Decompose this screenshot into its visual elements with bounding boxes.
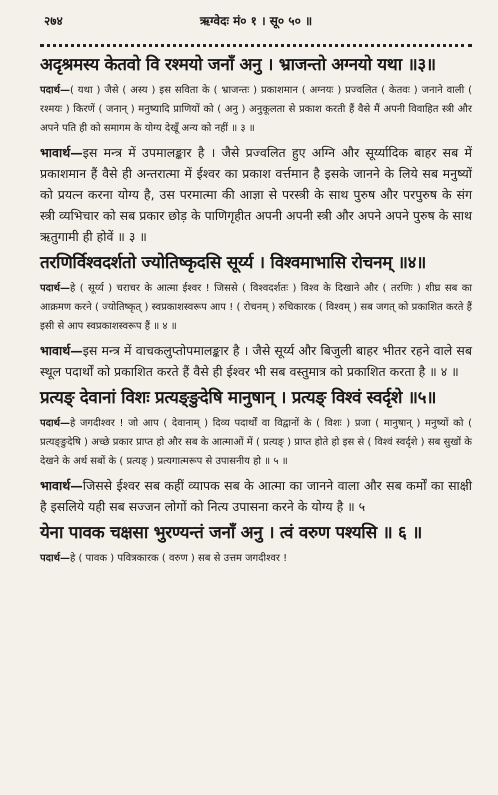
page-number: २७४ xyxy=(44,14,63,28)
padartha-text: ( यथा ) जैसे ( अस्य ) इस सविता के ( भ्राजन्तः ) प्रकाशमान ( अग्नयः ) प्रज्वलित ( केतवः ) जनाने वाली ( रश्मयः ) किरणें ( जनान् ) मनुष्यादि प्राणियों को ( अनु ) अनुकूलता से प्रकाश करती हैं वैसे मैं अपनी विवाहित स्त्री और अपने पति ही को समागम के योग्य देखूँ अन्य को नहीं ॥ ३ ॥ xyxy=(40,85,472,134)
bhavartha-text: इस मन्त्र में वाचकलुप्तोपमालङ्कार है । जैसे सूर्य्य और बिजुली बाहर भीतर रहने वाले सब स्थूल पदार्थों को प्रकाशित करते हैं वैसे ही ईश्वर भी सब वस्तुमात्र को प्रकाशित करता है ॥ ४ ॥ xyxy=(40,343,472,379)
padartha-3 xyxy=(40,81,472,138)
padartha-text: हे जगदीश्वर ! जो आप ( देवानाम् ) दिव्य पदार्थों वा विद्वानों के ( विशः ) प्रजा ( मानुषान् ) मनुष्यों को ( प्रत्यङ्ङुदेषि ) अच्छे प्रकार प्राप्त हो और सब के आत्माओं में ( प्रत्यङ् ) प्राप्त होते हो इस से ( विश्वं स्वर्दृशे ) सब सुखों के देखने के अर्थ सबों के ( प्रत्यङ् ) प्रत्यगात्मरूप से उपासनीय हो ॥ ५ ॥ xyxy=(40,418,472,467)
padartha-5 xyxy=(40,414,472,471)
mantra-5: प्रत्यङ् देवानां विशः प्रत्यङ्ङुदेषि मानुषान् । प्रत्यङ् विश्वं स्वर्दृशे ॥५॥ xyxy=(40,388,437,408)
bhavartha-label: भावार्थ— xyxy=(40,145,83,160)
mantra-4: तरणिर्विश्वदर्शतो ज्योतिष्कृदसि सूर्य्य । विश्वमाभासि रोचनम् ॥४॥ xyxy=(40,253,427,273)
padartha-4 xyxy=(40,279,472,336)
padartha-text: हे ( सूर्य्य ) चराचर के आत्मा ईश्वर ! जिससे ( विश्वदर्शतः ) विश्व के दिखाने और ( तरणिः ) शीघ्र सब का आक्रमण करने ( ज्योतिष्कृत् ) स्वप्रकाशस्वरूप आप ! ( रोचनम् ) रुचिकारक ( विश्वम् ) सब जगत् को प्रकाशित करते हैं इसी से आप स्वप्रकाशस्वरूप हैं ॥ ४ ॥ xyxy=(40,283,472,332)
bhavartha-text: जिससे ईश्वर सब कहीं व्यापक सब के आत्मा का जानने वाला और सब कर्मों का साक्षी है इसलिये यही सब सज्जन लोगों को नित्य उपासना करने के योग्य है ॥ ५ xyxy=(40,478,472,514)
bhavartha-label: भावार्थ— xyxy=(40,343,83,358)
padartha-text: हे ( पावक ) पवित्रकारक ( वरुण ) सब से उत्तम जगदीश्वर ! xyxy=(69,553,288,564)
header-divider xyxy=(40,44,472,47)
bhavartha-4 xyxy=(40,340,472,382)
bhavartha-5 xyxy=(40,475,472,517)
mantra-3: अदृश्रमस्य केतवो वि रश्मयो जनाँ अनु । भ्राजन्तो अग्नयो यथा ॥३॥ xyxy=(40,55,436,75)
running-title: ऋग्वेदः मं० १ । सू० ५० ॥ xyxy=(199,14,313,28)
page-header xyxy=(40,6,472,28)
padartha-label: पदार्थ— xyxy=(40,418,70,429)
bhavartha-label: भावार्थ— xyxy=(40,478,83,493)
bhavartha-3 xyxy=(40,142,472,247)
padartha-6 xyxy=(40,549,472,568)
padartha-label: पदार्थ— xyxy=(40,85,70,96)
mantra-6: येना पावक चक्षसा भुरण्यन्तं जनाँ अनु । त्वं वरुण पश्यसि ॥ ६ ॥ xyxy=(40,523,423,543)
padartha-label: पदार्थ— xyxy=(40,553,70,564)
padartha-label: पदार्थ— xyxy=(40,283,70,294)
bhavartha-text: इस मन्त्र में उपमालङ्कार है । जैसे प्रज्वलित हुए अग्नि और सूर्य्यादिक बाहर सब में प्रकाशमान हैं वैसे ही अन्तरात्मा में ईश्वर का प्रकाश वर्त्तमान है इसके जानने के लिये सब मनुष्यों को प्रयत्न करना योग्य है, उस परमात्मा की आज्ञा से परस्त्री के साथ पुरुष और परपुरुष के संग स्त्री व्यभिचार को सब प्रकार छोड़ के पाणिगृहीत अपनी अपनी स्त्री और अपने अपने पुरुष के साथ ऋतुगामी ही होवें ॥ ३ ॥ xyxy=(40,145,472,244)
